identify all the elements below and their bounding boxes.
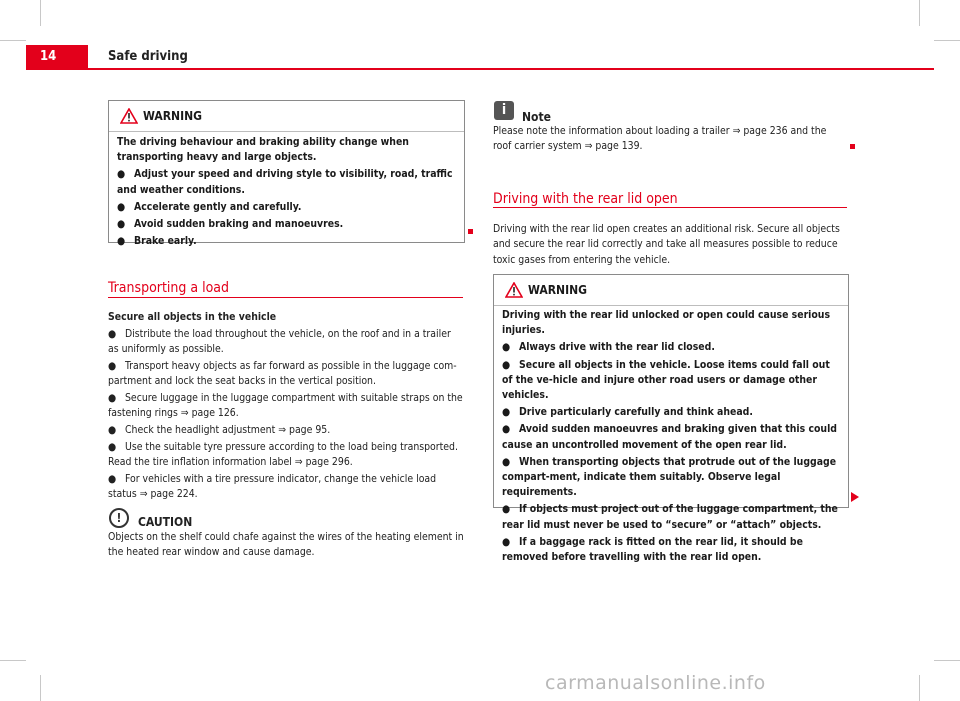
- warning-box-header: [494, 275, 848, 306]
- crop-mark: [40, 0, 41, 26]
- bullet-dot: ●: [108, 327, 117, 340]
- crop-mark: [919, 0, 920, 26]
- bullet-dot: ●: [502, 406, 511, 419]
- warning-intro: Driving with the rear lid unlocked or open could cause serious injuries.: [502, 309, 831, 337]
- list-item: ● Distribute the load throughout the vehicle, on the roof and in a trailer as uniformly as possible.: [108, 327, 451, 356]
- page-title: Safe driving: [108, 49, 188, 64]
- section-heading-rule: [108, 297, 463, 298]
- crop-mark: [0, 40, 26, 41]
- warning-box-left: [108, 100, 465, 248]
- list-item: ● If a baggage rack is fitted on the rear lid, it should be removed before travelling with the rear lid open.: [502, 535, 803, 564]
- bullet-dot: ●: [502, 423, 511, 436]
- section-end-marker: [468, 229, 473, 234]
- bullet-dot: ●: [117, 235, 126, 248]
- section-heading-rear-lid: Driving with the rear lid open: [493, 191, 678, 207]
- list-item: ● When transporting objects that protrude out of the luggage compart-ment, indicate them suitably. Observe legal requirements.: [502, 455, 837, 499]
- watermark: carmanualsonline.info: [545, 672, 766, 694]
- warning-label: WARNING: [528, 283, 587, 297]
- bullet-dot: ●: [117, 218, 126, 231]
- list-item: ● Avoid sudden manoeuvres and braking given that this could cause an uncontrolled movement of the open rear lid.: [502, 423, 837, 451]
- bullet-dot: ●: [502, 455, 511, 468]
- list-item: ● Adjust your speed and driving style to visibility, road, traffic and weather conditions.: [117, 168, 453, 196]
- note-text: Please note the information about loading a trailer ⇒ page 236 and the roof carrier system ⇒ page 139.: [493, 125, 827, 153]
- rear-lid-intro: Driving with the rear lid open creates an additional risk. Secure all objects and secure the rear lid correctly and take all measures possible to reduce toxic gases from entering the vehicle.: [493, 223, 840, 266]
- bullet-dot: ●: [502, 341, 511, 354]
- header-rule: [26, 68, 934, 70]
- warning-box-header: [109, 101, 464, 132]
- list-item: ● Check the headlight adjustment ⇒ page 95.: [108, 423, 464, 438]
- list-item: ● Transport heavy objects as far forward as possible in the luggage com-partment and lock the seat backs in the vertical position.: [108, 359, 457, 388]
- transporting-subheading: Secure all objects in the vehicle: [108, 311, 277, 323]
- bullet-dot: ●: [117, 168, 126, 181]
- note-info-icon: i: [494, 101, 514, 120]
- crop-mark: [934, 40, 960, 41]
- list-item: ● Always drive with the rear lid closed.: [502, 340, 840, 355]
- crop-mark: [934, 660, 960, 661]
- crop-mark: [919, 675, 920, 701]
- caution-label: CAUTION: [138, 515, 193, 529]
- section-end-marker: [850, 144, 855, 149]
- list-item: ● Secure all objects in the vehicle. Loose items could fall out of the ve-hicle and injure other road users or damage other vehicles.: [502, 358, 830, 402]
- list-item: ● Avoid sudden braking and manoeuvres.: [117, 217, 456, 232]
- section-heading-rule: [493, 207, 847, 208]
- bullet-dot: ●: [108, 440, 117, 453]
- list-item: ● Use the suitable tyre pressure according to the load being transported. Read the tire inflation information label ⇒ page 296.: [108, 440, 458, 469]
- warning-triangle-icon: [505, 282, 523, 298]
- warning-label: WARNING: [143, 109, 202, 123]
- bullet-dot: ●: [502, 535, 511, 548]
- list-item: ● Drive particularly carefully and think ahead.: [502, 405, 840, 420]
- bullet-dot: ●: [108, 424, 117, 437]
- crop-mark: [0, 660, 26, 661]
- list-item: ● If objects must project out of the luggage compartment, the rear lid must never be used to “secure” or “attach” objects.: [502, 503, 838, 531]
- warning-triangle-icon: [120, 108, 138, 124]
- caution-text: Objects on the shelf could chafe against the wires of the heating element in the heated rear window and cause damage.: [108, 531, 464, 559]
- section-heading-transporting: Transporting a load: [108, 280, 230, 296]
- page-number: 14: [40, 49, 57, 64]
- list-item: ● For vehicles with a tire pressure indicator, change the vehicle load status ⇒ page 224.: [108, 472, 437, 501]
- transporting-body: [108, 310, 464, 504]
- list-item: ● Secure luggage in the luggage compartment with suitable straps on the fastening rings ⇒ page 126.: [108, 391, 463, 420]
- bullet-dot: ●: [108, 359, 117, 372]
- list-item: ● Accelerate gently and carefully.: [117, 200, 456, 215]
- list-item: ● Brake early.: [117, 234, 456, 249]
- warning-intro: The driving behaviour and braking ability change when transporting heavy and large objects.: [117, 136, 409, 164]
- bullet-dot: ●: [117, 200, 126, 213]
- page-number-badge: [26, 45, 88, 69]
- bullet-dot: ●: [108, 391, 117, 404]
- note-label: Note: [522, 110, 551, 124]
- crop-mark: [40, 675, 41, 701]
- bullet-dot: ●: [502, 503, 511, 516]
- warning-box-right: [493, 274, 849, 564]
- bullet-dot: ●: [108, 472, 117, 485]
- bullet-dot: ●: [502, 358, 511, 371]
- continue-arrow-icon: [851, 492, 859, 502]
- caution-icon: !: [109, 508, 129, 528]
